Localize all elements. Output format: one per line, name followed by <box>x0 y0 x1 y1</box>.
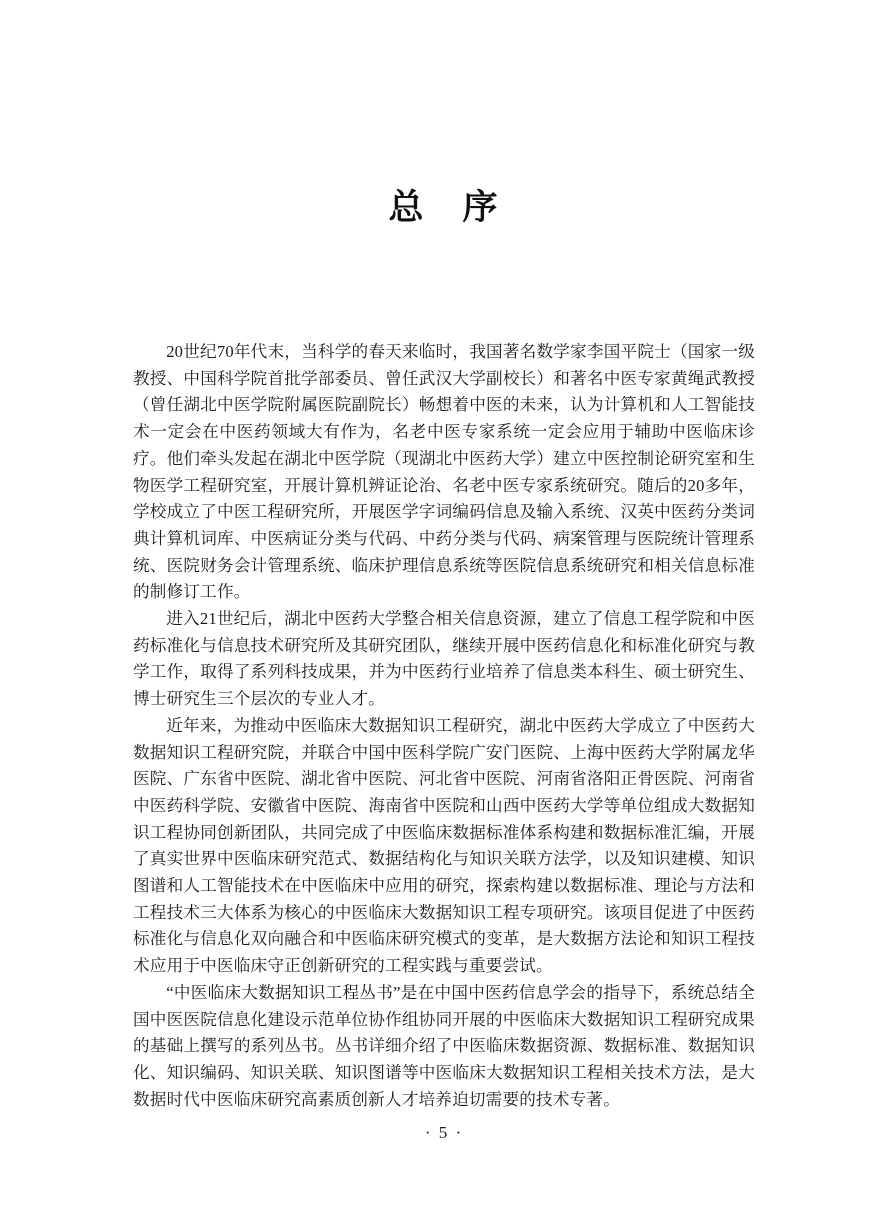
preface-body <box>133 339 755 1113</box>
page-number: · 5 · <box>424 1123 464 1142</box>
paragraph-2: 进入21世纪后，湖北中医药大学整合相关信息资源，建立了信息工程学院和中医药标准化与信息技术研究所及其研究团队，继续开展中医药信息化和标准化研究与教学工作，取得了系列科技成果，并为中医药行业培养了信息类本科生、硕士研究生、博士研究生三个层次的专业人才。 <box>133 609 755 709</box>
page-title: 总 序 <box>388 188 500 227</box>
paragraph-4: “中医临床大数据知识工程丛书”是在中国中医药信息学会的指导下，系统总结全国中医医院信息化建设示范单位协作组协同开展的中医临床大数据知识工程研究成果的基础上撰写的系列丛书。丛书详细介绍了中医临床数据资源、数据标准、数据知识化、知识编码、知识关联、知识图谱等中医临床大数据知识工程相关技术方法，是大数据时代中医临床研究高素质创新人才培养迫切需要的技术专著。 <box>133 982 755 1109</box>
paragraph-3: 近年来，为推动中医临床大数据知识工程研究，湖北中医药大学成立了中医药大数据知识工程研究院，并联合中国中医科学院广安门医院、上海中医药大学附属龙华医院、广东省中医院、湖北省中医院、河北省中医院、河南省洛阳正骨医院、河南省中医药科学院、安徽省中医院、海南省中医院和山西中医药大学等单位组成大数据知识工程协同创新团队，共同完成了中医临床数据标准体系构建和数据标准汇编，开展了真实世界中医临床研究范式、数据结构化与知识关联方法学，以及知识建模、知识图谱和人工智能技术在中医临床中应用的研究，探索构建以数据标准、理论与方法和工程技术三大体系为核心的中医临床大数据知识工程专项研究。该项目促进了中医药标准化与信息化双向融合和中医临床研究模式的变革，是大数据方法论和知识工程技术应用于中医临床守正创新研究的工程实践与重要尝试。 <box>133 715 755 976</box>
paragraph-1: 20世纪70年代末，当科学的春天来临时，我国著名数学家李国平院士（国家一级教授、中国科学院首批学部委员、曾任武汉大学副校长）和著名中医专家黄绳武教授（曾任湖北中医学院附属医院副院长）畅想着中医的未来，认为计算机和人工智能技术一定会在中医药领域大有作为，名老中医专家系统一定会应用于辅助中医临床诊疗。他们牵头发起在湖北中医学院（现湖北中医药大学）建立中医控制论研究室和生物医学工程研究室，开展计算机辨证论治、名老中医专家系统研究。随后的20多年，学校成立了中医工程研究所，开展医学字词编码信息及输入系统、汉英中医药分类词典计算机词库、中医病证分类与代码、中药分类与代码、病案管理与医院统计管理系统、医院财务会计管理系统、临床护理信息系统等医院信息系统研究和相关信息标准的制修订工作。 <box>133 342 755 602</box>
